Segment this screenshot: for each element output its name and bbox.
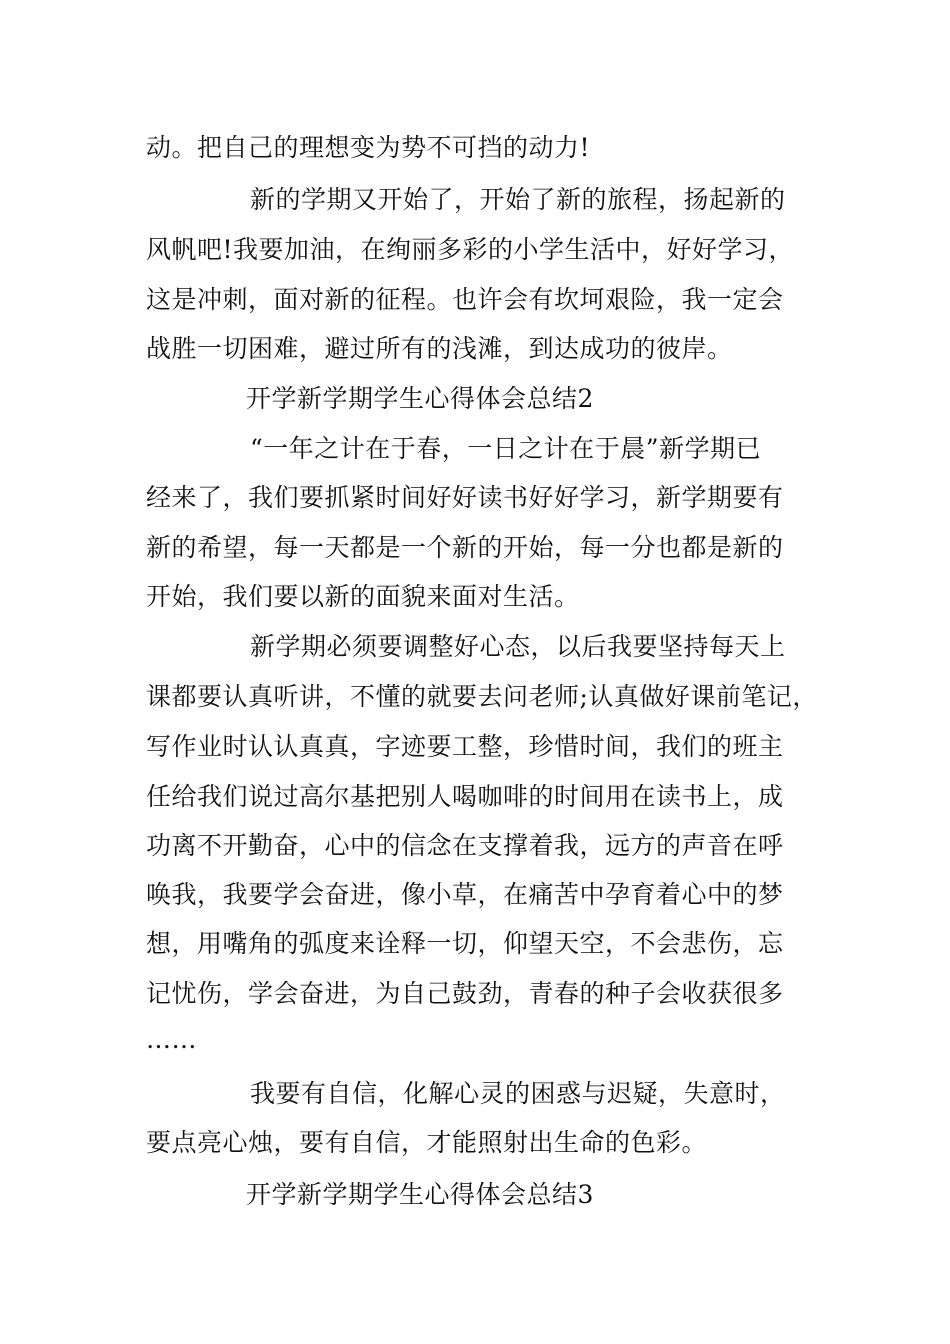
ellipsis-line: …… xyxy=(146,1025,197,1054)
text-line: 经来了，我们要抓紧时间好好读书好好学习，新学期要有 xyxy=(146,483,784,512)
section-heading-3: 开学新学期学生心得体会总结3 xyxy=(246,1180,594,1209)
text-line: 功离不开勤奋，心中的信念在支撑着我，远方的声音在呼 xyxy=(146,831,784,860)
text-line: 写作业时认认真真，字迹要工整，珍惜时间，我们的班主 xyxy=(146,732,784,761)
text-line: 要点亮心烛，要有自信，才能照射出生命的色彩。 xyxy=(146,1128,708,1157)
text-line: 记忧伤，学会奋进，为自己鼓劲，青春的种子会收获很多 xyxy=(146,979,784,1008)
text-line: 开始，我们要以新的面貌来面对生活。 xyxy=(146,582,580,611)
text-line: 课都要认真听讲，不懂的就要去问老师;认真做好课前笔记， xyxy=(146,682,818,711)
paragraph-start: 新学期必须要调整好心态，以后我要坚持每天上 xyxy=(250,632,786,661)
text-line: 战胜一切困难，避过所有的浅滩，到达成功的彼岸。 xyxy=(146,334,733,363)
text-line: 想，用嘴角的弧度来诠释一切，仰望天空，不会悲伤，忘 xyxy=(146,929,784,958)
section-heading-2: 开学新学期学生心得体会总结2 xyxy=(246,384,594,413)
paragraph-start: “一年之计在于春，一日之计在于晨”新学期已 xyxy=(250,434,762,463)
paragraph-start: 我要有自信，化解心灵的困惑与迟疑，失意时， xyxy=(250,1079,786,1108)
text-line: 新的希望，每一天都是一个新的开始，每一分也都是新的 xyxy=(146,533,784,562)
text-line: 任给我们说过高尔基把别人喝咖啡的时间用在读书上，成 xyxy=(146,782,784,811)
text-line: 风帆吧!我要加油，在绚丽多彩的小学生活中，好好学习， xyxy=(146,235,795,264)
text-line: 动。把自己的理想变为势不可挡的动力! xyxy=(146,133,591,162)
paragraph-start: 新的学期又开始了，开始了新的旅程，扬起新的 xyxy=(250,185,786,214)
text-line: 唤我，我要学会奋进，像小草，在痛苦中孕育着心中的梦 xyxy=(146,880,784,909)
text-line: 这是冲刺，面对新的征程。也许会有坎坷艰险，我一定会 xyxy=(146,285,784,314)
